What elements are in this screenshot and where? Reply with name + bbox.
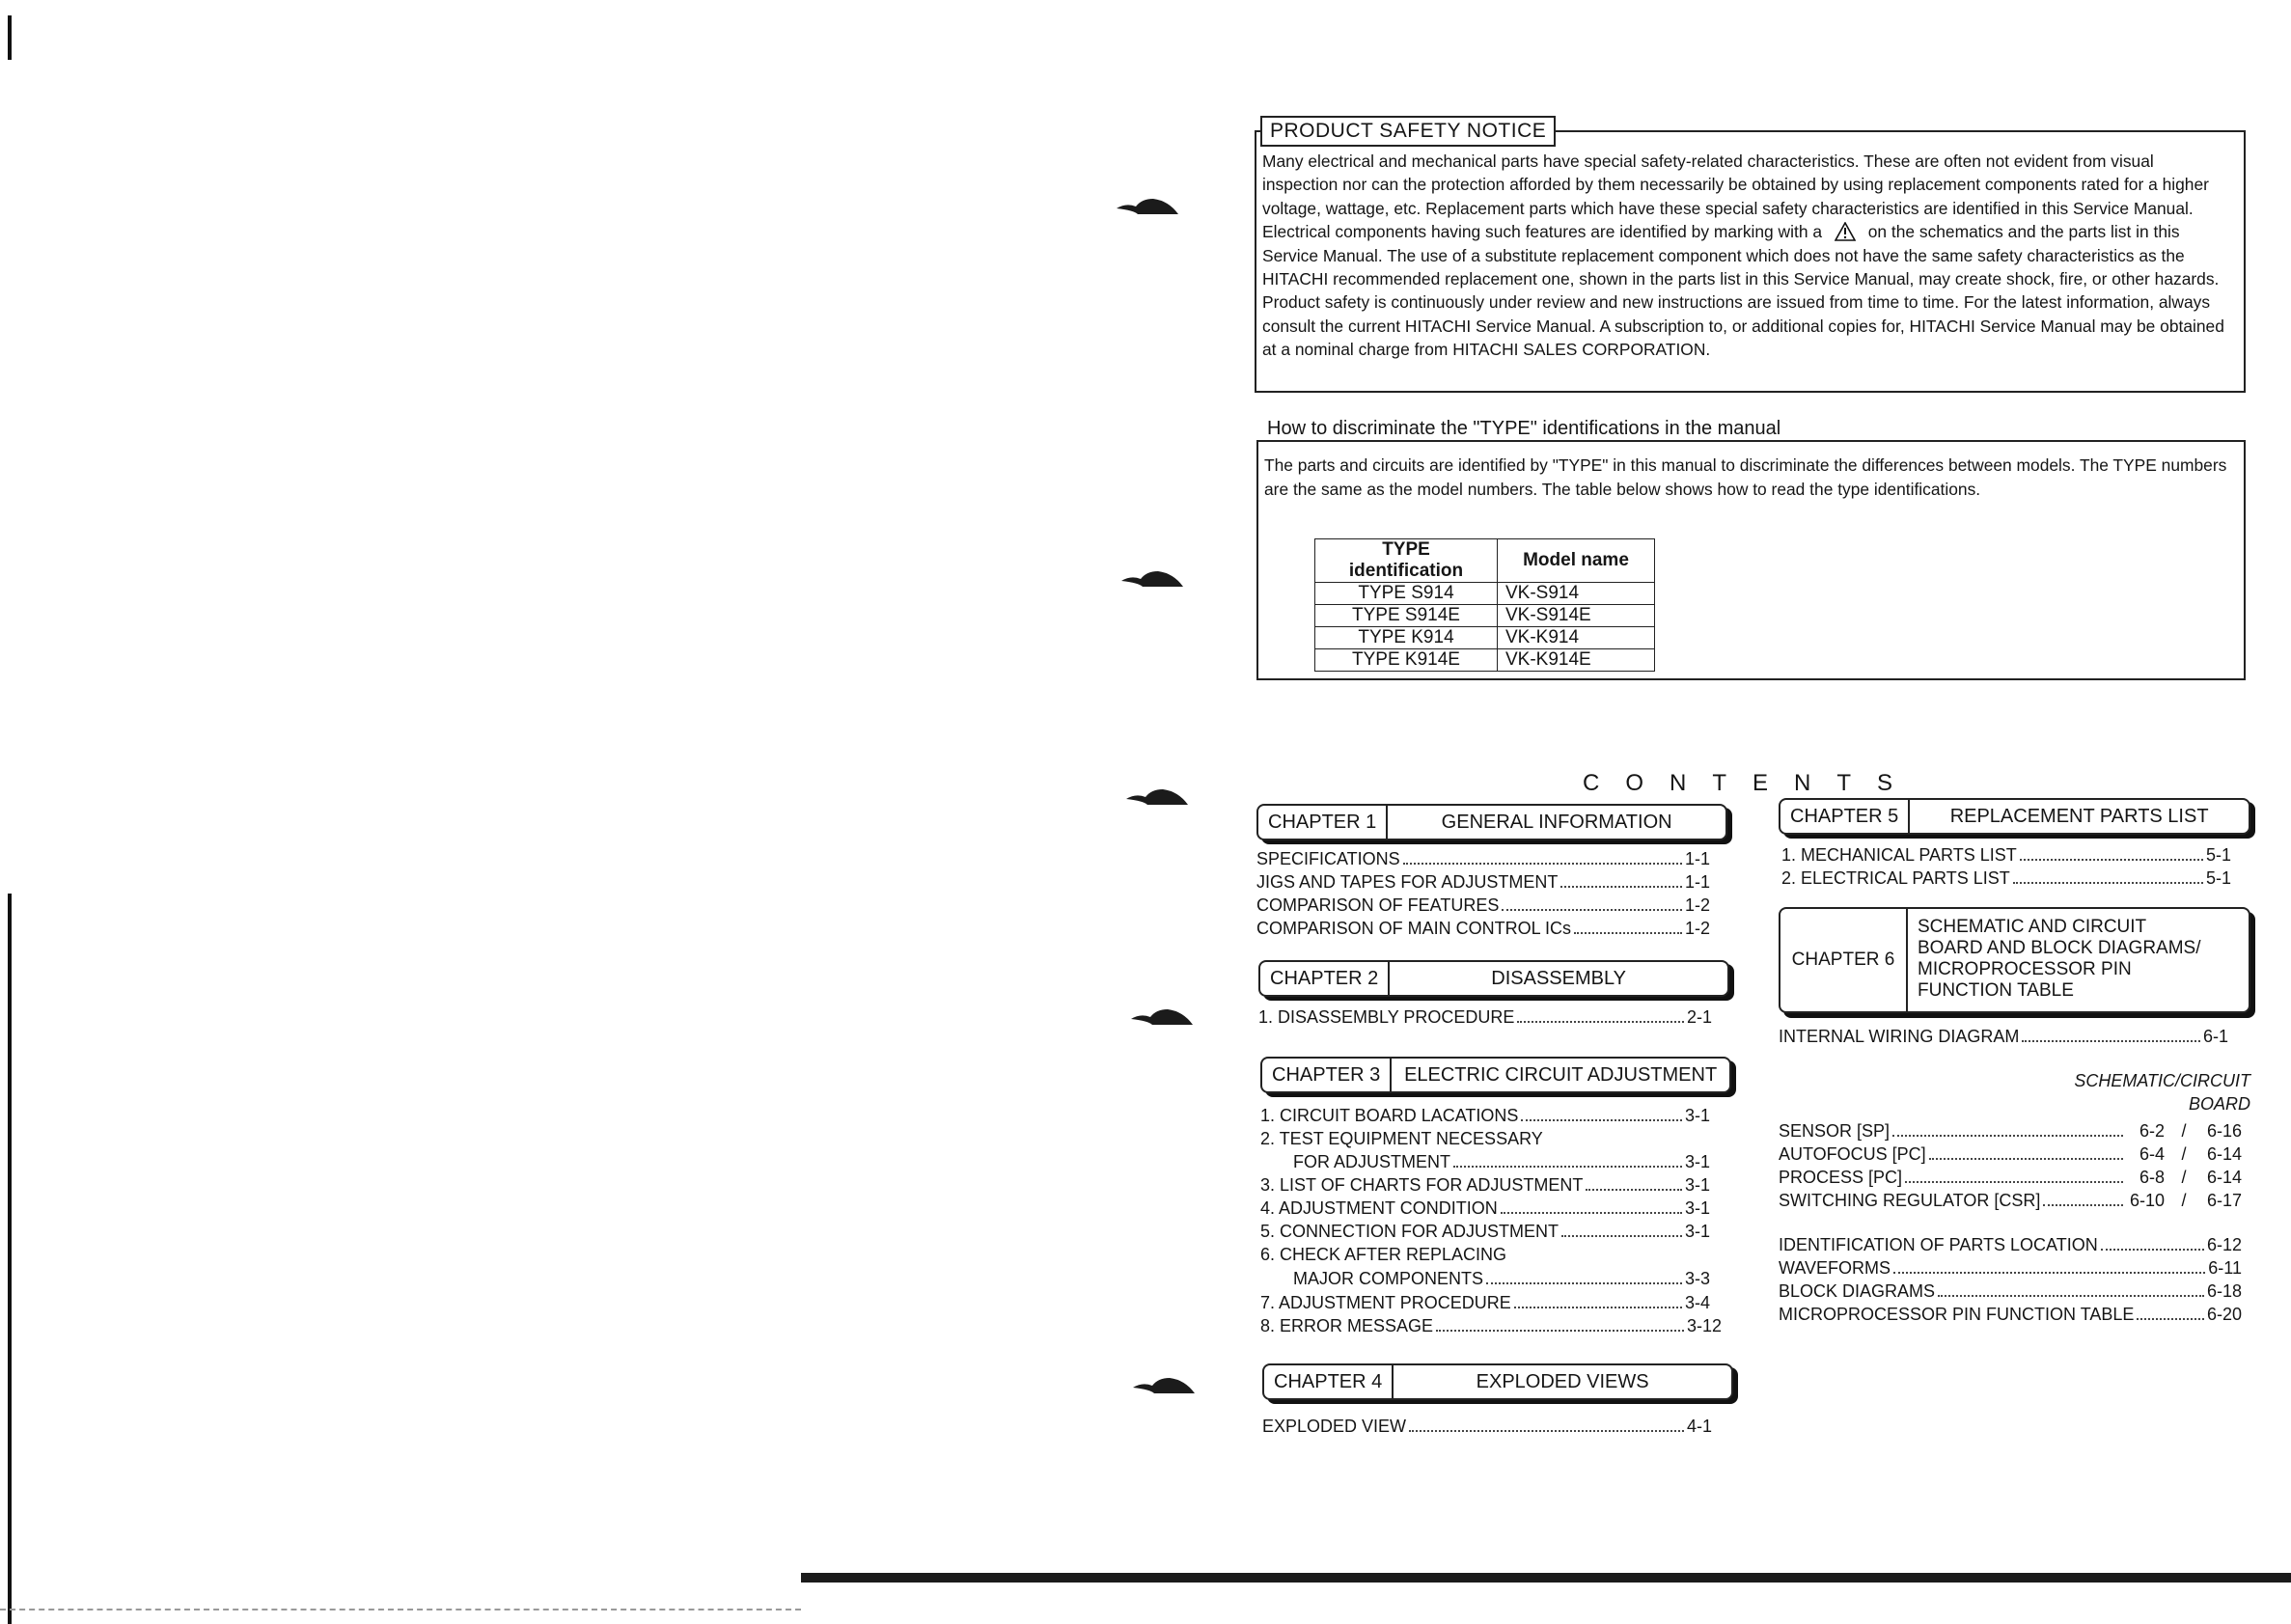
- toc-leader: [1521, 1104, 1682, 1121]
- type-section-heading: How to discriminate the "TYPE" identifications in the manual: [1267, 418, 1781, 439]
- toc-leader: [2043, 1189, 2123, 1206]
- toc-page: 1-1: [1684, 849, 1710, 868]
- type-table-header: [1315, 539, 1655, 583]
- toc-page: 6-18: [2206, 1281, 2242, 1301]
- toc-leader: [1436, 1314, 1684, 1332]
- toc-leader: [2022, 1025, 2200, 1042]
- chapter-3-header: [1260, 1057, 1731, 1093]
- toc-label: 1. CIRCUIT BOARD LACATIONS: [1260, 1106, 1519, 1125]
- chapter-4-header: [1262, 1363, 1733, 1400]
- toc-entry[interactable]: [1779, 1303, 2242, 1326]
- toc-page: 3-3: [1684, 1269, 1710, 1288]
- table-row: [1315, 627, 1655, 649]
- board-page: 6-14: [2206, 1168, 2242, 1187]
- table-row: [1315, 605, 1655, 627]
- toc-label[interactable]: 6. CHECK AFTER REPLACING: [1260, 1245, 1507, 1264]
- toc-label: 1. MECHANICAL PARTS LIST: [1781, 845, 2017, 865]
- toc-entry[interactable]: [1260, 1104, 1710, 1127]
- chapter-6-title-line: SCHEMATIC AND CIRCUIT: [1918, 917, 2147, 937]
- toc-label: COMPARISON OF FEATURES: [1256, 895, 1500, 915]
- board-page: 6-17: [2206, 1191, 2242, 1210]
- toc-leader: [1514, 1291, 1682, 1308]
- toc-label: 2. ELECTRICAL PARTS LIST: [1781, 868, 2010, 888]
- toc-label: COMPARISON OF MAIN CONTROL ICs: [1256, 919, 1572, 938]
- chapter-4-title: EXPLODED VIEWS: [1476, 1370, 1649, 1392]
- schematic-page: 6-10: [2129, 1191, 2165, 1210]
- model-cell: VK-K914: [1498, 627, 1655, 649]
- toc-page: 3-1: [1684, 1175, 1710, 1195]
- type-cell: TYPE K914E: [1315, 649, 1498, 672]
- toc-leader: [1574, 917, 1682, 934]
- board-page: 6-16: [2206, 1121, 2242, 1141]
- toc-entry[interactable]: [1260, 1220, 1710, 1243]
- board-entry[interactable]: [1779, 1166, 2242, 1189]
- toc-label: 8. ERROR MESSAGE: [1260, 1316, 1434, 1335]
- toc-entry[interactable]: [1256, 870, 1710, 894]
- chapter-1-title: GENERAL INFORMATION: [1441, 811, 1672, 833]
- board-label: AUTOFOCUS [PC]: [1779, 1144, 1926, 1164]
- toc-entry[interactable]: [1260, 1291, 1710, 1314]
- chapter-2-header: [1258, 960, 1729, 997]
- schematic-page: 6-8: [2139, 1168, 2165, 1187]
- toc-leader: [1502, 894, 1682, 911]
- toc-entry[interactable]: [1256, 917, 1710, 940]
- scan-edge-mark-bottom: [8, 894, 12, 1624]
- chapter-1-header: [1256, 804, 1727, 840]
- bottom-binding-bar: [801, 1573, 2291, 1583]
- page-separator: /: [2181, 1191, 2187, 1210]
- table-row: [1315, 649, 1655, 672]
- type-cell: TYPE K914: [1315, 627, 1498, 649]
- toc-label: WAVEFORMS: [1779, 1258, 1891, 1278]
- toc-leader: [1938, 1280, 2204, 1297]
- toc-leader: [2137, 1303, 2204, 1320]
- toc-entry[interactable]: [1258, 1005, 1712, 1029]
- table-row: [1315, 583, 1655, 605]
- board-label: SWITCHING REGULATOR [CSR]: [1779, 1191, 2041, 1210]
- toc-page: 5-1: [2205, 845, 2231, 865]
- punch-hole-mark-4: [1129, 1004, 1197, 1032]
- schematic-page: 6-4: [2139, 1144, 2165, 1164]
- punch-hole-mark-1: [1115, 193, 1182, 222]
- type-table-header-type: TYPE identification: [1315, 539, 1498, 583]
- chapter-6-title-line: MICROPROCESSOR PIN: [1918, 959, 2132, 979]
- toc-label: FOR ADJUSTMENT: [1293, 1152, 1451, 1171]
- punch-hole-mark-2: [1119, 565, 1187, 594]
- toc-entry[interactable]: [1260, 1173, 1710, 1197]
- toc-leader: [1893, 1256, 2205, 1274]
- toc-page: 5-1: [2205, 868, 2231, 888]
- toc-label: BLOCK DIAGRAMS: [1779, 1281, 1936, 1301]
- toc-label: INTERNAL WIRING DIAGRAM: [1779, 1027, 2020, 1046]
- toc-page: 2-1: [1686, 1007, 1712, 1027]
- toc-page: 6-12: [2206, 1235, 2242, 1254]
- chapter-5-number: CHAPTER 5: [1780, 800, 1910, 833]
- toc-entry[interactable]: [1256, 894, 1710, 917]
- toc-entry[interactable]: [1781, 867, 2231, 890]
- contents-title: CONTENTS: [1583, 770, 1918, 796]
- toc-page: 3-1: [1684, 1106, 1710, 1125]
- model-cell: VK-S914E: [1498, 605, 1655, 627]
- toc-label: 7. ADJUSTMENT PROCEDURE: [1260, 1293, 1511, 1312]
- toc-leader: [1586, 1173, 1682, 1191]
- toc-label: 3. LIST OF CHARTS FOR ADJUSTMENT: [1260, 1175, 1584, 1195]
- toc-page: 1-2: [1684, 919, 1710, 938]
- toc-entry[interactable]: [1779, 1280, 2242, 1303]
- chapter-6-title-line: BOARD AND BLOCK DIAGRAMS/: [1918, 938, 2201, 958]
- punch-hole-mark-5: [1131, 1372, 1199, 1401]
- page-separator: /: [2181, 1144, 2187, 1164]
- toc-label: EXPLODED VIEW: [1262, 1417, 1407, 1436]
- toc-leader: [1560, 870, 1682, 888]
- toc-label: MICROPROCESSOR PIN FUNCTION TABLE: [1779, 1305, 2135, 1324]
- toc-entry[interactable]: [1256, 847, 1710, 870]
- column-header-line: BOARD: [2188, 1094, 2250, 1114]
- toc-entry[interactable]: [1262, 1415, 1712, 1438]
- toc-label: JIGS AND TAPES FOR ADJUSTMENT: [1256, 872, 1559, 892]
- chapter-6-header: [1779, 907, 2250, 1013]
- punch-hole-mark-3: [1124, 784, 1192, 812]
- toc-label[interactable]: 2. TEST EQUIPMENT NECESSARY: [1260, 1129, 1543, 1148]
- toc-entry[interactable]: [1779, 1256, 2242, 1280]
- schematic-page: 6-2: [2139, 1121, 2165, 1141]
- toc-label: MAJOR COMPONENTS: [1293, 1269, 1484, 1288]
- toc-leader: [2020, 843, 2203, 861]
- toc-leader: [2101, 1233, 2204, 1251]
- type-cell: TYPE S914E: [1315, 605, 1498, 627]
- chapter-6-title: [1908, 909, 2249, 1011]
- toc-page: 3-1: [1684, 1198, 1710, 1218]
- chapter-1-number: CHAPTER 1: [1258, 806, 1388, 839]
- toc-leader: [1409, 1415, 1684, 1432]
- toc-label: IDENTIFICATION OF PARTS LOCATION: [1779, 1235, 2098, 1254]
- toc-leader: [1892, 1119, 2123, 1137]
- toc-leader: [1453, 1150, 1682, 1168]
- safety-notice-title: PRODUCT SAFETY NOTICE: [1260, 116, 1556, 147]
- toc-leader: [1486, 1267, 1682, 1284]
- toc-page: 4-1: [1686, 1417, 1712, 1436]
- chapter-4-number: CHAPTER 4: [1264, 1365, 1394, 1398]
- toc-entry[interactable]: [1260, 1314, 1722, 1337]
- board-entry[interactable]: [1779, 1189, 2242, 1212]
- model-cell: VK-S914: [1498, 583, 1655, 605]
- toc-label: 5. CONNECTION FOR ADJUSTMENT: [1260, 1222, 1560, 1241]
- toc-page: 6-20: [2206, 1305, 2242, 1324]
- toc-page: 6-1: [2202, 1027, 2228, 1046]
- chapter-6-title-line: FUNCTION TABLE: [1918, 980, 2074, 1001]
- board-entry[interactable]: [1779, 1119, 2242, 1142]
- toc-entry[interactable]: [1781, 843, 2231, 867]
- board-entry[interactable]: [1779, 1142, 2242, 1166]
- toc-leader: [1561, 1220, 1682, 1237]
- chapter-5-header: [1779, 798, 2250, 835]
- toc-page: 1-2: [1684, 895, 1710, 915]
- toc-entry[interactable]: [1293, 1267, 1710, 1290]
- toc-entry[interactable]: [1293, 1150, 1710, 1173]
- bottom-dash-line: [0, 1609, 801, 1610]
- board-label: PROCESS [PC]: [1779, 1168, 1903, 1187]
- warning-triangle-icon: [1835, 222, 1856, 241]
- type-section-text: The parts and circuits are identified by "TYPE" in this manual to discriminate the differences between models. The TYPE numbers are the same as the model numbers. The table below shows how to read the type identifications.: [1264, 455, 2227, 499]
- scan-edge-mark-top: [8, 15, 12, 60]
- toc-entry[interactable]: [1779, 1233, 2242, 1256]
- safety-notice-text-part1: Many electrical and mechanical parts have special safety-related characteristics. These are often not evident from visual inspection nor can the protection afforded by them necessarily be obtained by using replacement components rated for a higher voltage, wattage, etc. Replacement parts which have these special safety characteristics are identified in this Service Manual. Electrical components having such features are identified by marking with a: [1262, 151, 2209, 242]
- toc-page: 3-1: [1684, 1152, 1710, 1171]
- toc-leader: [1929, 1142, 2123, 1160]
- chapter-3-number: CHAPTER 3: [1262, 1059, 1392, 1091]
- toc-leader: [1905, 1166, 2123, 1183]
- schematic-board-column-header: [2065, 1069, 2250, 1115]
- toc-page: 3-12: [1686, 1316, 1722, 1335]
- toc-label: 4. ADJUSTMENT CONDITION: [1260, 1198, 1498, 1218]
- column-header-line: SCHEMATIC/CIRCUIT: [2074, 1071, 2250, 1090]
- toc-leader: [1517, 1005, 1684, 1023]
- chapter-6-number: CHAPTER 6: [1780, 909, 1908, 1011]
- toc-page: 3-4: [1684, 1293, 1710, 1312]
- board-page: 6-14: [2206, 1144, 2242, 1164]
- type-table: [1314, 538, 1655, 672]
- toc-label: SPECIFICATIONS: [1256, 849, 1400, 868]
- toc-page: 6-11: [2208, 1258, 2242, 1278]
- toc-page: 1-1: [1684, 872, 1710, 892]
- toc-leader: [1403, 847, 1682, 865]
- chapter-3-title: ELECTRIC CIRCUIT ADJUSTMENT: [1404, 1063, 1718, 1086]
- chapter-5-title: REPLACEMENT PARTS LIST: [1949, 805, 2209, 827]
- toc-entry[interactable]: [1779, 1025, 2228, 1048]
- toc-label: 1. DISASSEMBLY PROCEDURE: [1258, 1007, 1515, 1027]
- page-separator: /: [2181, 1168, 2187, 1187]
- safety-notice-text: [1262, 150, 2227, 362]
- toc-entry[interactable]: [1260, 1197, 1710, 1220]
- toc-leader: [1501, 1197, 1682, 1214]
- toc-page: 3-1: [1684, 1222, 1710, 1241]
- page-separator: /: [2181, 1121, 2187, 1141]
- chapter-2-number: CHAPTER 2: [1260, 962, 1390, 995]
- safety-notice-text-part2: on the schematics and the parts list in this Service Manual. The use of a substitute replacement component which does not have the same safety characteristics as the HITACHI recommended replacement one, shown in the parts list in this Service Manual, may create shock, fire, or other hazards. Product safety is continuously under review and new instructions are issued from time to time. For the latest information, always consult the current HITACHI Service Manual. A subscription to, or additional copies for, HITACHI Service Manual may be obtained at a nominal charge from HITACHI SALES CORPORATION.: [1262, 222, 2224, 360]
- type-table-header-model: Model name: [1498, 539, 1655, 583]
- board-label: SENSOR [SP]: [1779, 1121, 1891, 1141]
- chapter-2-title: DISASSEMBLY: [1491, 967, 1626, 989]
- model-cell: VK-K914E: [1498, 649, 1655, 672]
- type-cell: TYPE S914: [1315, 583, 1498, 605]
- toc-leader: [2013, 867, 2203, 884]
